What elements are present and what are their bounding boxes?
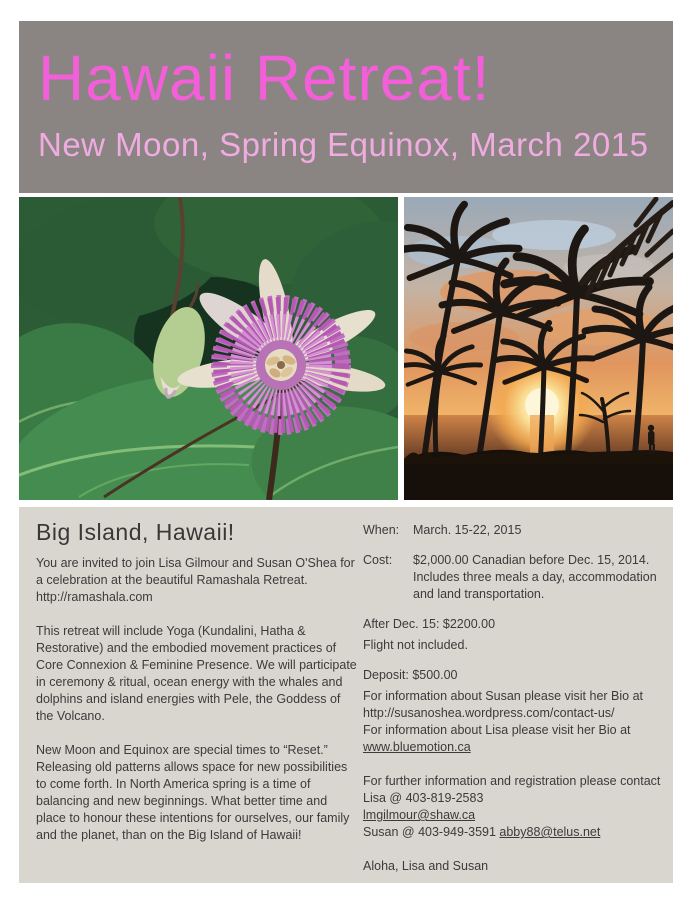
after-deadline-line: After Dec. 15: $2200.00 (363, 617, 496, 631)
page-subtitle: New Moon, Spring Equinox, March 2015 (38, 126, 649, 164)
deposit-line: Deposit: $500.00 (363, 668, 458, 682)
when-row (363, 522, 668, 539)
flight-line: Flight not included. (363, 638, 468, 652)
cost-value: $2,000.00 Canadian before Dec. 15, 2014. Includes three meals a day, accommodation and land transportation. (413, 553, 657, 601)
palm-sunset-photo (404, 197, 673, 500)
contact-block (363, 773, 668, 841)
location-heading: Big Island, Hawaii! (36, 519, 235, 545)
header-band (19, 21, 673, 193)
passion-flower-photo (19, 197, 398, 500)
intro-paragraph (36, 555, 358, 606)
susan-bio-link[interactable]: http://susanoshea.wordpress.com/contact-us/ (363, 706, 615, 720)
when-value: March. 15-22, 2015 (413, 523, 522, 537)
page-title: Hawaii Retreat! (38, 42, 491, 114)
lisa-bio-text: For information about Lisa please visit her Bio at (363, 723, 631, 737)
when-label: When: (363, 523, 400, 537)
details-column (363, 522, 668, 883)
description-column (36, 519, 358, 883)
contact-text: For further information and registration please contact Lisa @ 403-819-2583 (363, 774, 661, 805)
susan-contact-text: Susan @ 403-949-3591 (363, 825, 500, 839)
susan-bio-text: For information about Susan please visit her Bio at (363, 689, 644, 703)
info-panel (19, 507, 673, 883)
ramashala-link[interactable]: http://ramashala.com (36, 590, 153, 604)
lisa-bio-link[interactable]: www.bluemotion.ca (363, 740, 471, 754)
lisa-email-link[interactable]: lmgilmour@shaw.ca (363, 808, 476, 822)
photo-row (19, 197, 673, 500)
signoff-line: Aloha, Lisa and Susan (363, 859, 489, 873)
intro-text: You are invited to join Lisa Gilmour and Susan O'Shea for a celebration at the beautiful Ramashala Retreat. (36, 556, 355, 587)
cost-label: Cost: (363, 553, 393, 567)
retreat-paragraph: This retreat will include Yoga (Kundalini, Hatha & Restorative) and the embodied movement practices of Core Connexion & Feminine Presence. We will participate in ceremony & ritual, ocean energy with the whales and dolphins and island energies with Pele, the Goddess of the Volcano. (36, 624, 357, 723)
susan-email-link[interactable]: abby88@telus.net (499, 825, 601, 839)
bio-links-block (363, 688, 668, 756)
cost-row (363, 552, 668, 603)
newmoon-paragraph: New Moon and Equinox are special times to “Reset.” Releasing old patterns allows space for new possibilities to come forth. In North America spring is a time of balancing and new beginnings. What better time and place to honour these intentions for ourselves, our family and the planet, than on the Big Island of Hawaii! (36, 743, 350, 842)
